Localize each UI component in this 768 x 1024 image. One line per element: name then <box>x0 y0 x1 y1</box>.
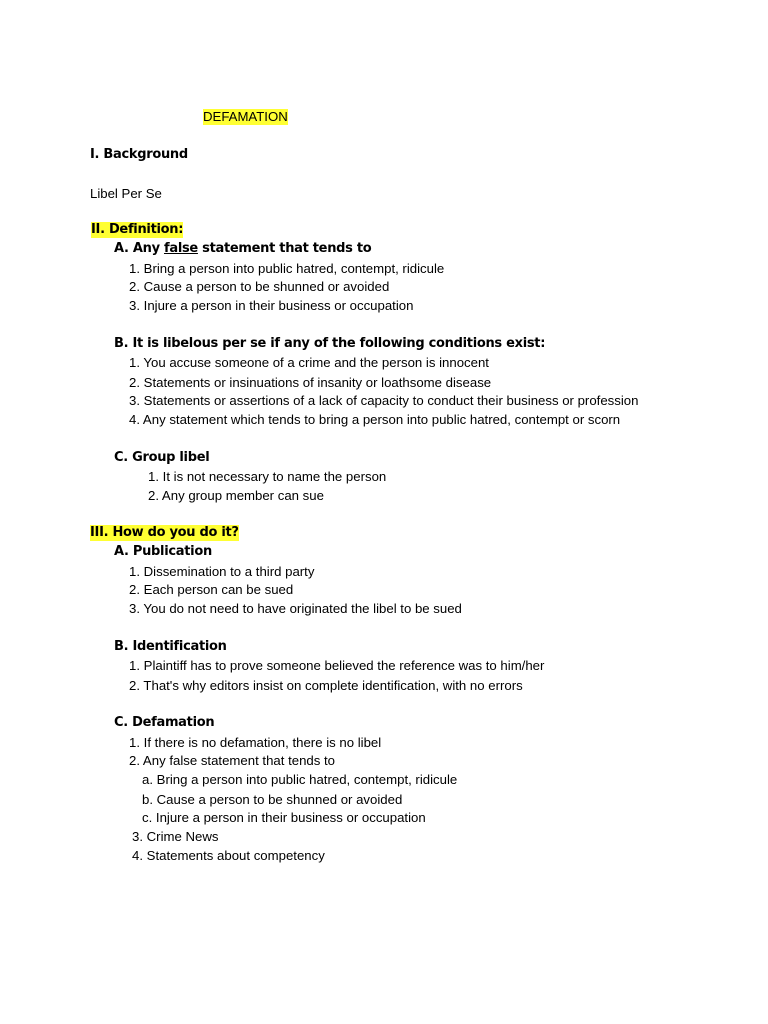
list-item: 2. Any group member can sue <box>148 488 324 503</box>
list-item: 3. Crime News <box>132 829 219 844</box>
list-item: 1. You accuse someone of a crime and the person is innocent <box>129 355 489 370</box>
subheading-group-libel: C. Group libel <box>114 450 210 465</box>
subheading-any-false: A. Any false statement that tends to <box>114 241 372 256</box>
list-item: 2. Any false statement that tends to <box>129 753 335 768</box>
subheading-defamation: C. Defamation <box>114 715 215 730</box>
section-heading-how: III. How do you do it? <box>90 525 239 540</box>
list-subitem: c. Injure a person in their business or occupation <box>142 810 426 825</box>
subtitle: Libel Per Se <box>90 186 162 201</box>
section-heading-definition: II. Definition: <box>91 222 184 237</box>
subheading-libelous-per-se: B. It is libelous per se if any of the following conditions exist: <box>114 336 546 351</box>
list-item: 1. Plaintiff has to prove someone believed the reference was to him/her <box>129 658 545 673</box>
list-item: 1. It is not necessary to name the person <box>148 469 387 484</box>
list-item: 3. You do not need to have originated the libel to be sued <box>129 601 462 616</box>
section-heading-background: I. Background <box>90 147 188 162</box>
emphasis-false: false <box>163 241 198 256</box>
list-item: 4. Any statement which tends to bring a person into public hatred, contempt or scorn <box>129 412 621 427</box>
list-item: 4. Statements about competency <box>132 848 325 863</box>
list-item: 2. Each person can be sued <box>129 582 294 597</box>
document-title: DEFAMATION <box>203 109 288 124</box>
list-item: 1. Dissemination to a third party <box>129 564 315 579</box>
list-item: 3. Injure a person in their business or occupation <box>129 298 414 313</box>
list-item: 1. If there is no defamation, there is no libel <box>129 735 382 750</box>
list-item: 2. That's why editors insist on complete identification, with no errors <box>129 678 523 693</box>
list-item: 2. Cause a person to be shunned or avoided <box>129 279 390 294</box>
subheading-identification: B. Identification <box>114 639 227 654</box>
list-item: 3. Statements or assertions of a lack of capacity to conduct their business or profession <box>129 393 639 408</box>
subheading-publication: A. Publication <box>114 544 212 559</box>
list-item: 1. Bring a person into public hatred, contempt, ridicule <box>129 261 445 276</box>
list-subitem: b. Cause a person to be shunned or avoided <box>142 792 403 807</box>
list-subitem: a. Bring a person into public hatred, contempt, ridicule <box>142 772 458 787</box>
list-item: 2. Statements or insinuations of insanity or loathsome disease <box>129 375 492 390</box>
